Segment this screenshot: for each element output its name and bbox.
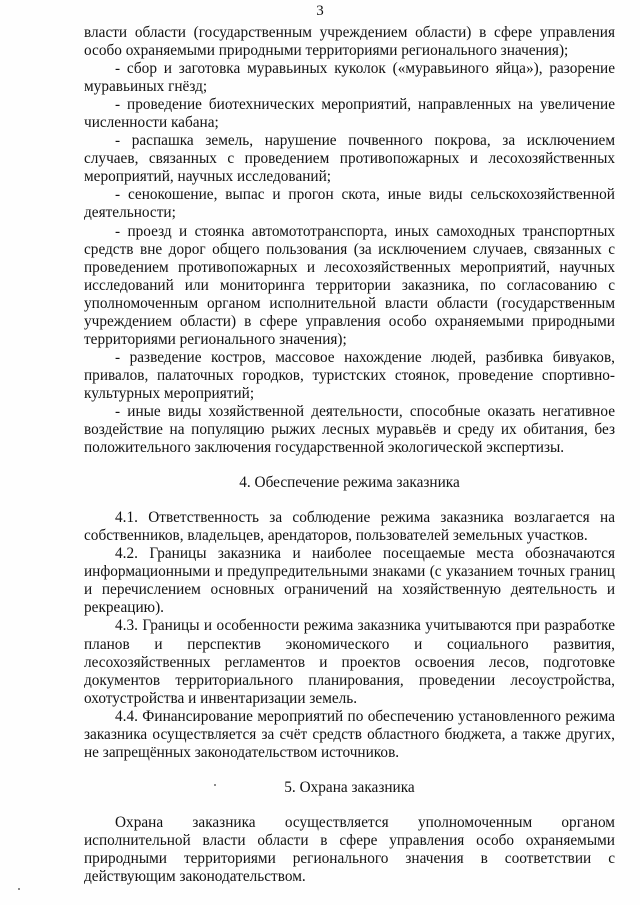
section-4-paragraph: 4.2. Границы заказника и наиболее посещаемые места обозначаются информационными и предупредительными знаками (с указанием точных границ и перечислением основных ограничений на хозяйственную деятельность и рекреацию). — [84, 545, 615, 617]
document-body — [84, 24, 615, 886]
intro-continuation-paragraph: власти области (государственным учреждением области) в сфере управления особо охраняемыми природными территориями регионального значения); — [84, 24, 615, 60]
list-item: - разведение костров, массовое нахождение людей, разбивка бивуаков, привалов, палаточных городков, туристских стоянок, проведение спортивно-культурных мероприятий; — [84, 348, 615, 402]
page-number: 3 — [316, 3, 324, 19]
section-4-body — [84, 509, 615, 762]
list-item: - проезд и стоянка автомототранспорта, иных самоходных транспортных средств вне дорог общего пользования (за исключением случаев, связанных с проведением противопожарных и лесохозяйственных мероприятий, научных исследований или мониторинга территории заказника, по согласованию с уполномоченным органом исполнительной власти области (государственным учреждением области) в сфере управления особо охраняемыми природными территориями регионального значения); — [84, 222, 615, 348]
prohibitions-list — [84, 60, 615, 457]
list-item: - сенокошение, выпас и прогон скота, иные виды сельскохозяйственной деятельности; — [84, 186, 615, 222]
list-item: - распашка земель, нарушение почвенного покрова, за исключением случаев, связанных с проведением противопожарных и лесохозяйственных мероприятий, научных исследований; — [84, 132, 615, 186]
list-item: - иные виды хозяйственной деятельности, способные оказать негативное воздействие на популяцию рыжих лесных муравьёв и среду их обитания, без положительного заключения государственной экологической экспертизы. — [84, 402, 615, 457]
section-4-paragraph: 4.3. Границы и особенности режима заказника учитываются при разработке планов и перспектив экономического и социального развития, лесохозяйственных регламентов и проектов освоения лесов, подготовке документов территориального планирования, проведении лесоустройства, охотустройства и инвентаризации земель. — [84, 617, 615, 707]
list-item: - сбор и заготовка муравьиных куколок («муравьиного яйца»), разорение муравьиных гнёзд; — [84, 60, 615, 96]
scan-speck — [214, 784, 216, 786]
section-5-paragraph: Охрана заказника осуществляется уполномоченным органом исполнительной власти области в сфере управления особо охраняемыми природными территориями регионального значения в соответствии с действующим законодательством. — [84, 813, 615, 886]
list-item: - проведение биотехнических мероприятий, направленных на увеличение численности кабана; — [84, 96, 615, 132]
section-4-heading: 4. Обеспечение режима заказника — [239, 474, 460, 492]
scan-speck — [18, 888, 20, 890]
section-4-paragraph: 4.4. Финансирование мероприятий по обеспечению установленного режима заказника осуществляется за счёт средств областного бюджета, а также других, не запрещённых законодательством источников. — [84, 707, 615, 761]
section-4-paragraph: 4.1. Ответственность за соблюдение режима заказника возлагается на собственников, владельцев, арендаторов, пользователей земельных участков. — [84, 509, 615, 545]
section-5-heading: 5. Охрана заказника — [284, 778, 415, 796]
